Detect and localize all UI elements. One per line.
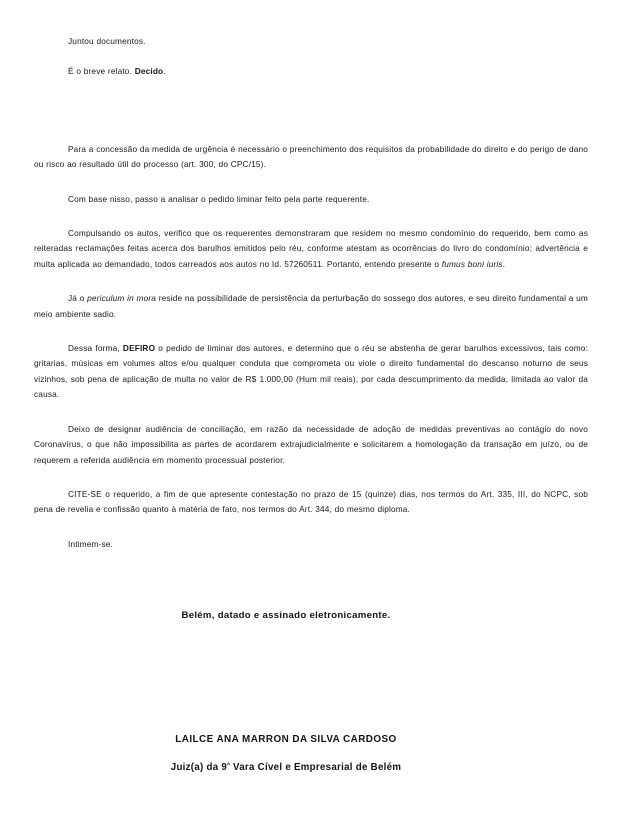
- signature-inner-spacer: [34, 748, 538, 760]
- paragraph-defiro-liminar: [34, 341, 588, 403]
- periculum-in-mora-latin-term: periculum in mora: [87, 293, 157, 304]
- paragraph-cite-se: [34, 487, 588, 518]
- paragraph-breve-relato: [34, 64, 588, 79]
- paragraph-spacer: [34, 468, 588, 487]
- paragraph-spacer: [34, 518, 588, 537]
- signature-judge-block: [34, 732, 538, 776]
- paragraph-text-end: .: [502, 258, 506, 269]
- paragraph-juntou-documentos: [34, 34, 588, 49]
- paragraph-text-end: o pedido de liminar dos autores, e determino que o réu se abstenha de gerar barulhos excessivos, tais como: gritarias, músicas em volumes altos e/ou qualquer conduta que comprometa ou viole o direito fundamental do descanso noturno de seus vizinhos, sob pena de aplicação de multa no valor de R$ 1.000,00 (Hum mil reais), por cada descumprimento da medida, limitada ao valor da causa.: [34, 343, 588, 400]
- paragraph-text: Com base nisso, passo a analisar o pedido liminar feito pela parte requerente.: [68, 193, 370, 204]
- paragraph-spacer: [34, 173, 588, 192]
- paragraph-intimem-se: [34, 537, 588, 552]
- paragraph-spacer: [34, 322, 588, 341]
- paragraph-text-end: reside na possibilidade de persistência da perturbação do sossego dos autores, e seu direito fundamental a um meio ambiente sadio.: [34, 293, 588, 319]
- paragraph-text: CITE-SE o requerido, a fim de que apresente contestação no prazo de 15 (quinze) dias, nos termos do Art. 335, III, do NCPC, sob pena de revelia e confissão quanto à matéria de fato, nos termos do Art. 344, do mesmo diploma.: [34, 488, 588, 515]
- paragraph-periculum-in-mora: [34, 291, 588, 322]
- defiro-emphasis: DEFIRO: [122, 343, 156, 354]
- paragraph-audiencia-conciliacao: [34, 422, 588, 468]
- signature-place-date-block: [34, 608, 538, 624]
- paragraph-text: Já o: [68, 293, 88, 304]
- decido-emphasis: Decido: [134, 66, 164, 77]
- document-body: [34, 34, 588, 776]
- judge-role-prefix: Juiz(a) da 9: [170, 762, 228, 774]
- paragraph-text: Deixo de designar audiência de conciliação, em razão da necessidade de adoção de medidas preventivas ao contágio do novo Coronavírus, o que não impossibilita as partes de acordarem extrajudicialmente e solicitarem a homologação da transação em juízo, ou de requerem a referida audiência em momento processual posterior.: [34, 423, 588, 465]
- paragraph-text: Juntou documentos.: [68, 36, 146, 46]
- fumus-boni-iuris-latin-term: fumus boni iuris: [441, 258, 503, 269]
- signature-place-date: Belém, datado e assinado eletronicamente.: [181, 610, 391, 622]
- signature-mid-spacer: [34, 624, 588, 686]
- paragraph-spacer: [34, 272, 588, 291]
- paragraph-text: Para a concessão da medida de urgência é necessário o preenchimento dos requisitos da probabilidade do direito e do perigo de dano ou risco ao resultado útil do processo (art. 300, do CPC/15).: [34, 143, 589, 170]
- breve-relato-period: .: [163, 66, 166, 77]
- signature-mid-spacer-2: [34, 686, 588, 732]
- paragraph-spacer: [34, 207, 588, 226]
- paragraph-compulsando-autos: [34, 226, 588, 272]
- signature-top-spacer: [34, 552, 588, 608]
- judge-role: [34, 760, 538, 776]
- breve-relato-text: É o breve relato.: [68, 66, 135, 77]
- paragraph-text: Intimem-se.: [68, 538, 113, 549]
- paragraph-text: Dessa forma,: [68, 343, 123, 354]
- judge-role-suffix: Vara Cível e Empresarial de Belém: [230, 762, 402, 774]
- paragraph-com-base-nisso: [34, 192, 588, 207]
- paragraph-text: Compulsando os autos, verifico que os requerentes demonstraram que residem no mesmo condomínio do requerido, bem como as reiteradas reclamações feitas acerca dos barulhos emitidos pelo réu, conforme atestam as ocorrências do livro do condomínio; advertência e multa aplicada ao demandado, todos carreados aos autos no Id. 57260511. Portanto, entendo presente o: [34, 228, 588, 269]
- paragraph-spacer: [34, 403, 588, 422]
- paragraph-spacer: [34, 49, 588, 64]
- judge-name: LAILCE ANA MARRON DA SILVA CARDOSO: [175, 734, 397, 746]
- ordinal-indicator: ª: [227, 762, 231, 770]
- paragraph-concessao-medida-urgencia: [34, 142, 588, 173]
- section-spacer: [34, 80, 588, 142]
